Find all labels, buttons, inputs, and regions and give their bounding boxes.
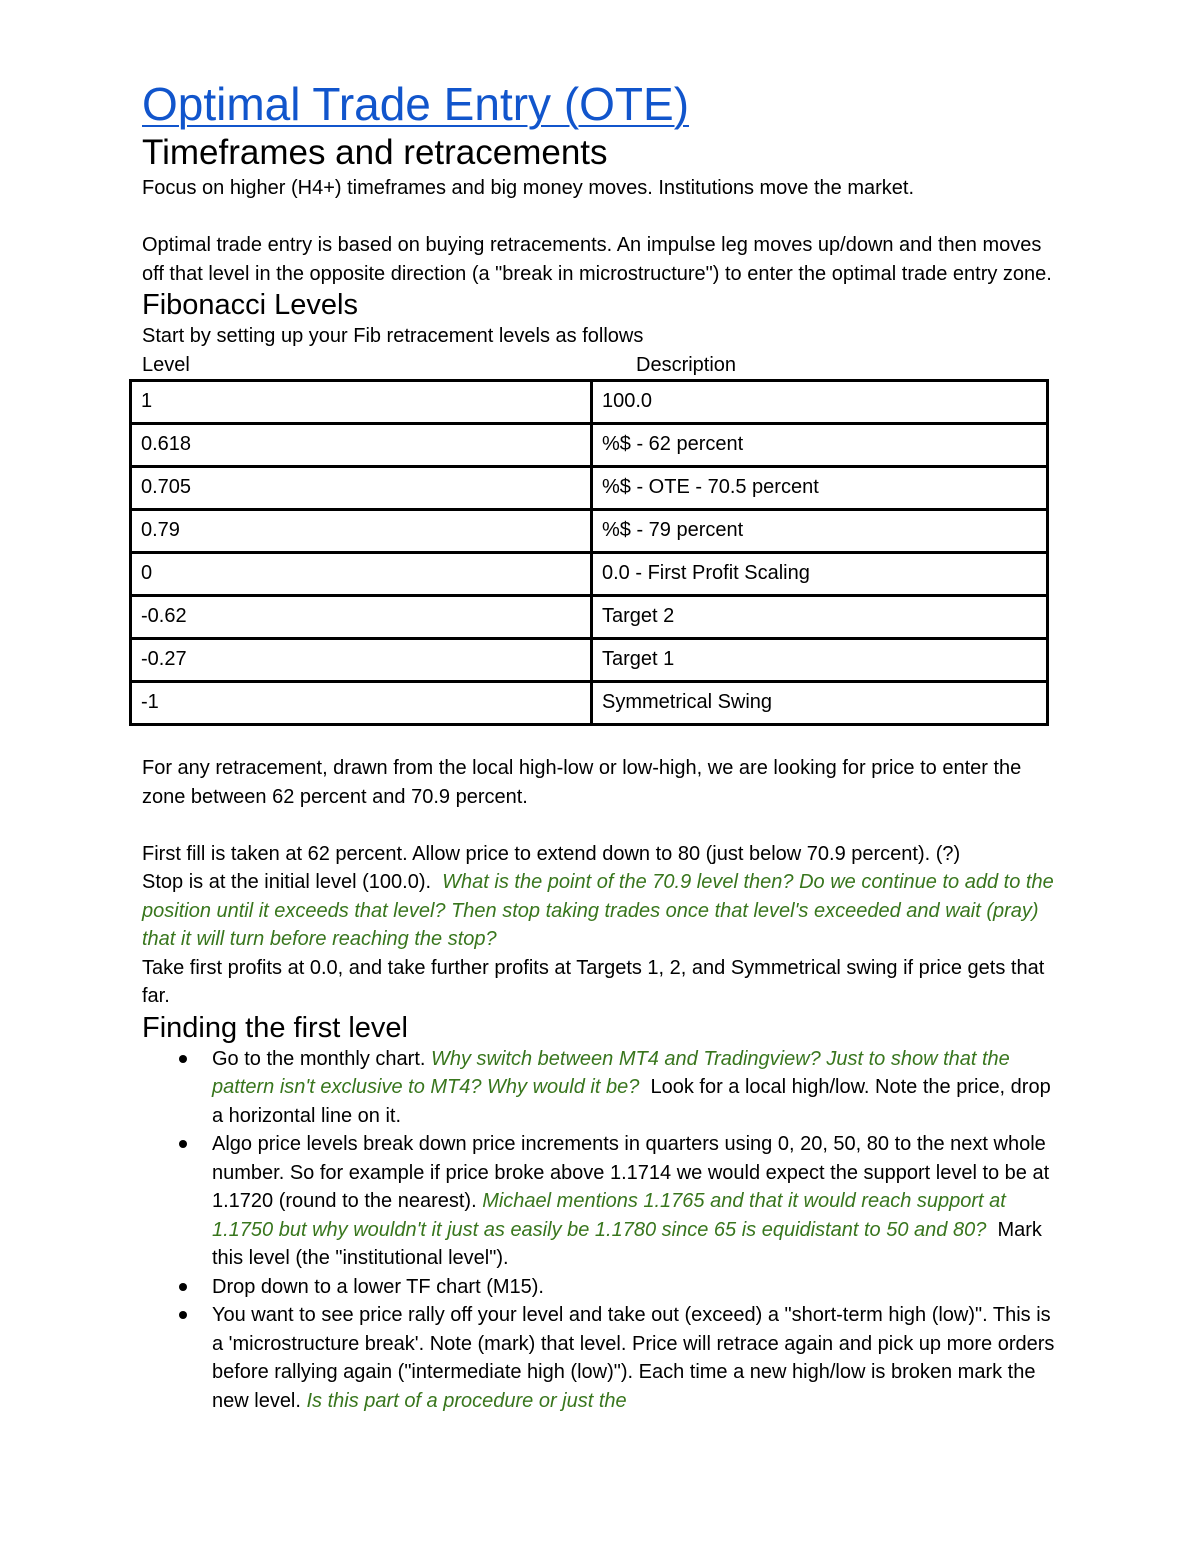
stop-comment: What is the point of the 70.9 level then? Do we continue to add to the position until it exceeds that level? Then stop taking trades once that level's exceeded and wait (pray) that it will turn before reaching the stop? (142, 871, 1054, 950)
bullet-icon (179, 1283, 187, 1291)
level-cell: 1 (131, 380, 592, 423)
description-cell: %$ - 79 percent (592, 509, 1048, 552)
bullet-comment: Michael mentions 1.1765 and that it would reach support at 1.1750 but why wouldn't it just as easily be 1.1780 since 65 is equidistant to 50 and 80? (212, 1190, 1006, 1241)
blank-line (142, 726, 1062, 755)
level-cell: 0.79 (131, 509, 592, 552)
table-row (131, 638, 1048, 681)
description-cell: %$ - OTE - 70.5 percent (592, 466, 1048, 509)
table-row (131, 681, 1048, 724)
column-label-description: Description (636, 353, 737, 376)
blank-line (142, 811, 1062, 840)
bullet-icon (179, 1140, 187, 1148)
document-title-link[interactable]: Optimal Trade Entry (OTE) (142, 78, 690, 130)
table-row (131, 552, 1048, 595)
level-cell: -0.62 (131, 595, 592, 638)
description-cell: Symmetrical Swing (592, 681, 1048, 724)
paragraph-stop (142, 868, 1062, 954)
list-item (212, 1045, 1062, 1131)
document-page (142, 76, 1062, 1415)
level-cell: -0.27 (131, 638, 592, 681)
bullet-icon (179, 1055, 187, 1063)
paragraph-zone: For any retracement, drawn from the local high-low or low-high, we are looking for price to enter the zone between 62 percent and 70.9 percent. (142, 757, 1022, 808)
table-row (131, 380, 1048, 423)
description-cell: %$ - 62 percent (592, 423, 1048, 466)
bullet-text-continued: Look for a local high/low. Note the price, drop a horizontal line on it. (212, 1076, 1051, 1127)
list-item (212, 1273, 1062, 1302)
list-item (212, 1130, 1062, 1273)
description-cell: Target 1 (592, 638, 1048, 681)
stop-text: Stop is at the initial level (100.0). (142, 871, 432, 893)
table-row (131, 466, 1048, 509)
description-cell: Target 2 (592, 595, 1048, 638)
paragraph-fib-intro: Start by setting up your Fib retracement levels as follows (142, 325, 644, 347)
heading-finding-first-level: Finding the first level (142, 1011, 408, 1044)
bullet-comment: Why switch between MT4 and Tradingview? Just to show that the pattern isn't exclusive to MT4? Why would it be? (212, 1047, 1010, 1098)
blank-line (142, 203, 1062, 232)
fib-levels-table (129, 379, 1049, 726)
paragraph-first-fill: First fill is taken at 62 percent. Allow price to extend down to 80 (just below 70.9 percent). (?) (142, 842, 961, 865)
bullet-comment: Is this part of a procedure or just the (306, 1389, 627, 1412)
table-row (131, 595, 1048, 638)
bullet-text: Go to the monthly chart. (212, 1047, 426, 1070)
bullet-text: You want to see price rally off your level and take out (exceed) a "short-term high (low)". This is a 'microstructure break'. Note (mark) that level. Price will retrace again and pick up more orders before rallying again ("intermediate high (low)"). Each time a new high/low is broken mark the new level. (212, 1304, 1055, 1412)
bullet-icon (179, 1311, 187, 1319)
table-column-labels (142, 351, 1062, 379)
column-label-level: Level (142, 353, 190, 376)
paragraph-profits: Take first profits at 0.0, and take further profits at Targets 1, 2, and Symmetrical swing if price gets that far. (142, 956, 1045, 1007)
paragraph-ote: Optimal trade entry is based on buying retracements. An impulse leg moves up/down and then moves off that level in the opposite direction (a "break in microstructure") to enter the optimal trade entry zone. (142, 234, 1052, 285)
bullet-text-continued: Mark this level (the "institutional level"). (212, 1218, 1042, 1269)
heading-timeframes: Timeframes and retracements (142, 133, 608, 172)
steps-list (142, 1045, 1062, 1416)
level-cell: 0 (131, 552, 592, 595)
bullet-text: Drop down to a lower TF chart (M15). (212, 1275, 544, 1298)
list-item (212, 1301, 1062, 1415)
heading-fibonacci: Fibonacci Levels (142, 289, 358, 321)
description-cell: 100.0 (592, 380, 1048, 423)
paragraph-focus: Focus on higher (H4+) timeframes and big money moves. Institutions move the market. (142, 177, 915, 199)
bullet-text: Algo price levels break down price increments in quarters using 0, 20, 50, 80 to the next whole number. So for example if price broke above 1.1714 we would expect the support level to be at 1.1720 (round to the nearest). (212, 1133, 1050, 1212)
level-cell: 0.618 (131, 423, 592, 466)
description-cell: 0.0 - First Profit Scaling (592, 552, 1048, 595)
table-row (131, 423, 1048, 466)
table-row (131, 509, 1048, 552)
level-cell: 0.705 (131, 466, 592, 509)
level-cell: -1 (131, 681, 592, 724)
